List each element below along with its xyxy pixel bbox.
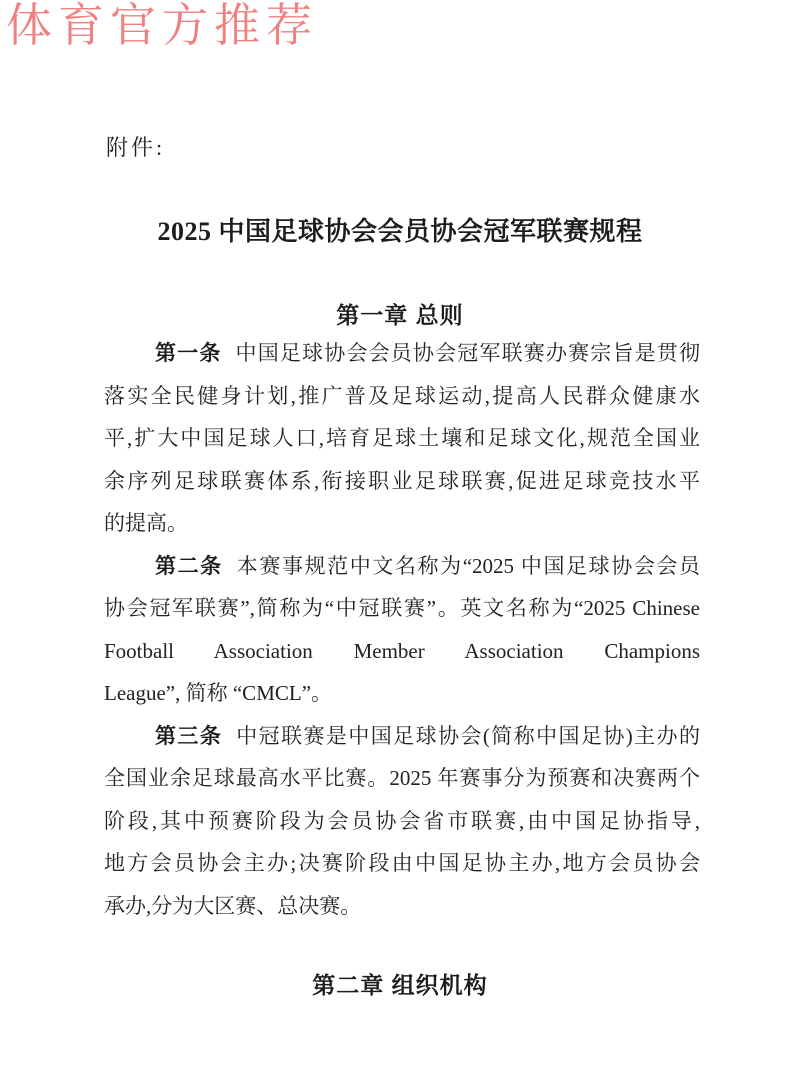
body-line: 地方会员协会主办;决赛阶段由中国足协主办,地方会员协会 bbox=[104, 851, 700, 875]
body-line: Football Association Member Association Champions bbox=[104, 638, 700, 663]
body-line: 余序列足球联赛体系,衔接职业足球联赛,促进足球竞技水平 bbox=[104, 468, 700, 493]
body-line: 第一条 中国足球协会会员协会冠军联赛办赛宗旨是贯彻 bbox=[155, 341, 700, 365]
document-title: 2025 中国足球协会会员协会冠军联赛规程 bbox=[157, 217, 643, 246]
article-label: 第二条 bbox=[155, 553, 223, 578]
watermark-text: 体育官方推荐 bbox=[6, 0, 318, 51]
body-line: 承办,分为大区赛、总决赛。 bbox=[104, 893, 362, 918]
body-line: 第二条 本赛事规范中文名称为“2025 中国足球协会会员 bbox=[155, 553, 700, 578]
body-line: 的提高。 bbox=[104, 511, 188, 535]
body-line: 落实全民健身计划,推广普及足球运动,提高人民群众健康水 bbox=[104, 383, 700, 408]
body-line: 全国业余足球最高水平比赛。2025 年赛事分为预赛和决赛两个 bbox=[104, 766, 700, 790]
article-label: 第三条 bbox=[155, 723, 223, 748]
body-line: 阶段,其中预赛阶段为会员协会省市联赛,由中国足协指导, bbox=[104, 808, 700, 833]
article-label: 第一条 bbox=[155, 341, 222, 365]
body-line: League”, 简称 “CMCL”。 bbox=[104, 681, 333, 705]
attachment-label: 附件: bbox=[106, 135, 166, 160]
body-line: 第三条 中冠联赛是中国足球协会(简称中国足协)主办的 bbox=[155, 723, 700, 748]
article-paragraphs bbox=[104, 332, 700, 927]
chapter-1-heading: 第一章 总则 bbox=[336, 302, 464, 328]
body-line: 平,扩大中国足球人口,培育足球土壤和足球文化,规范全国业 bbox=[104, 426, 700, 450]
body-line: 协会冠军联赛”,简称为“中冠联赛”。英文名称为“2025 Chinese bbox=[104, 596, 700, 620]
chapter-2-heading: 第二章 组织机构 bbox=[312, 972, 488, 998]
